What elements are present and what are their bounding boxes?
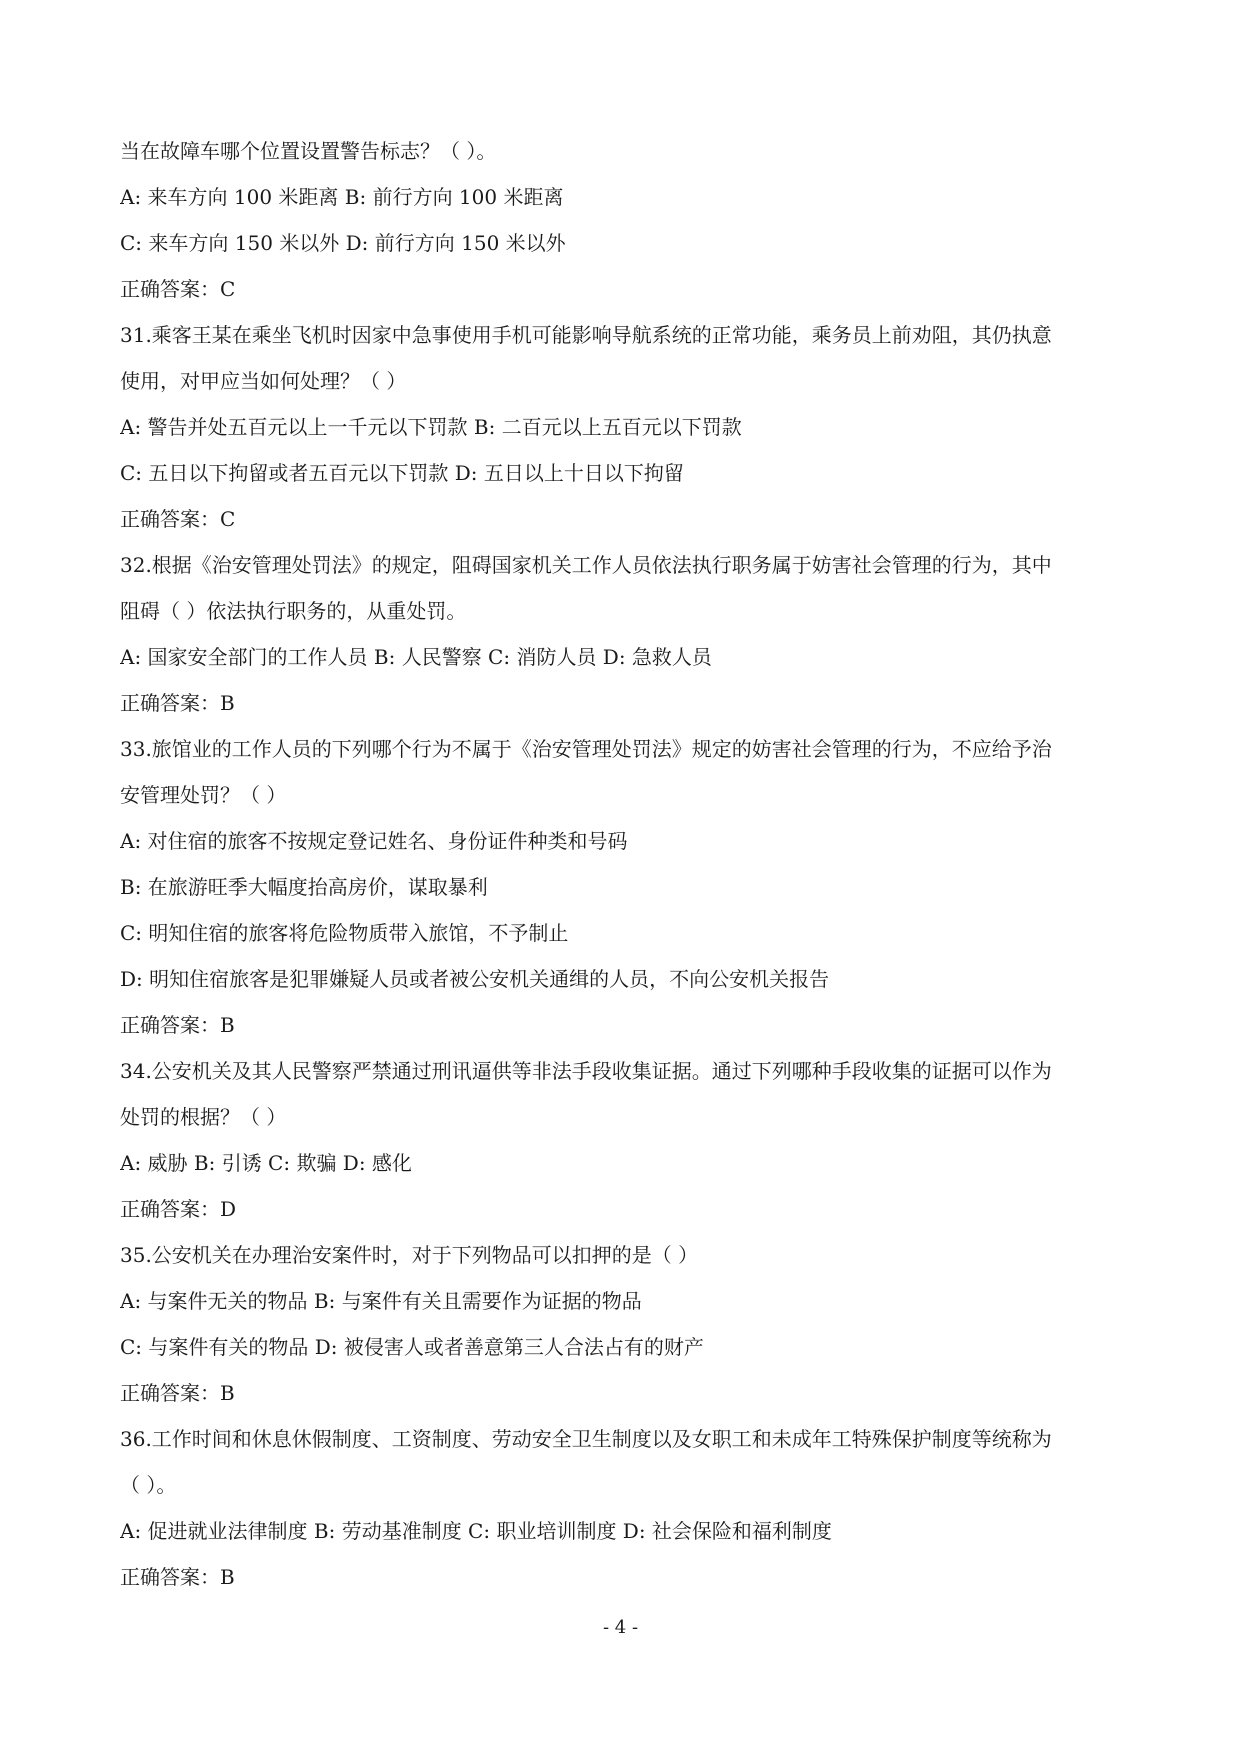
text-line: 处罚的根据？（ ） xyxy=(120,1105,287,1129)
answer-line: 正确答案：C xyxy=(120,277,236,301)
question-line: 33.旅馆业的工作人员的下列哪个行为不属于《治安管理处罚法》规定的妨害社会管理的行为，不应给予治 xyxy=(120,737,1052,761)
text-line: 当在故障车哪个位置设置警告标志？（ ）。 xyxy=(120,139,497,163)
question-line: 36.工作时间和休息休假制度、工资制度、劳动安全卫生制度以及女职工和未成年工特殊保护制度等统称为 xyxy=(120,1427,1052,1451)
option-line: A: 警告并处五百元以上一千元以下罚款 B: 二百元以上五百元以下罚款 xyxy=(120,415,742,439)
text-line: 阻碍（ ）依法执行职务的，从重处罚。 xyxy=(120,599,467,623)
answer-line: 正确答案：B xyxy=(120,1013,235,1037)
option-line: A: 国家安全部门的工作人员 B: 人民警察 C: 消防人员 D: 急救人员 xyxy=(120,645,712,669)
option-line: C: 五日以下拘留或者五百元以下罚款 D: 五日以上十日以下拘留 xyxy=(120,461,684,485)
page-number: - 4 - xyxy=(602,1617,639,1638)
question-line: 31.乘客王某在乘坐飞机时因家中急事使用手机可能影响导航系统的正常功能，乘务员上前劝阻，其仍执意 xyxy=(120,323,1052,347)
option-line: C: 明知住宿的旅客将危险物质带入旅馆，不予制止 xyxy=(120,921,569,945)
page-content xyxy=(120,128,1130,1600)
option-line: A: 促进就业法律制度 B: 劳动基准制度 C: 职业培训制度 D: 社会保险和福利制度 xyxy=(120,1519,832,1543)
text-line: （ ）。 xyxy=(120,1473,177,1497)
answer-line: 正确答案：B xyxy=(120,1381,235,1405)
option-line: A: 与案件无关的物品 B: 与案件有关且需要作为证据的物品 xyxy=(120,1289,642,1313)
question-line: 35.公安机关在办理治安案件时，对于下列物品可以扣押的是（ ） xyxy=(120,1243,699,1267)
option-line: B: 在旅游旺季大幅度抬高房价，谋取暴利 xyxy=(120,875,488,899)
answer-line: 正确答案：C xyxy=(120,507,236,531)
text-line: A: 来车方向 100 米距离 B: 前行方向 100 米距离 xyxy=(120,185,564,209)
answer-line: 正确答案：B xyxy=(120,1565,235,1589)
answer-line: 正确答案：B xyxy=(120,691,235,715)
text-line: C: 来车方向 150 米以外 D: 前行方向 150 米以外 xyxy=(120,231,566,255)
option-line: A: 对住宿的旅客不按规定登记姓名、身份证件种类和号码 xyxy=(120,829,628,853)
option-line: D: 明知住宿旅客是犯罪嫌疑人员或者被公安机关通缉的人员，不向公安机关报告 xyxy=(120,967,830,991)
question-line: 34.公安机关及其人民警察严禁通过刑讯逼供等非法手段收集证据。通过下列哪种手段收集的证据可以作为 xyxy=(120,1059,1052,1083)
text-line: 使用，对甲应当如何处理？（ ） xyxy=(120,369,407,393)
option-line: A: 威胁 B: 引诱 C: 欺骗 D: 感化 xyxy=(120,1151,412,1175)
text-line: 安管理处罚？（ ） xyxy=(120,783,287,807)
question-line: 32.根据《治安管理处罚法》的规定，阻碍国家机关工作人员依法执行职务属于妨害社会管理的行为，其中 xyxy=(120,553,1052,577)
option-line: C: 与案件有关的物品 D: 被侵害人或者善意第三人合法占有的财产 xyxy=(120,1335,704,1359)
answer-line: 正确答案：D xyxy=(120,1197,237,1221)
